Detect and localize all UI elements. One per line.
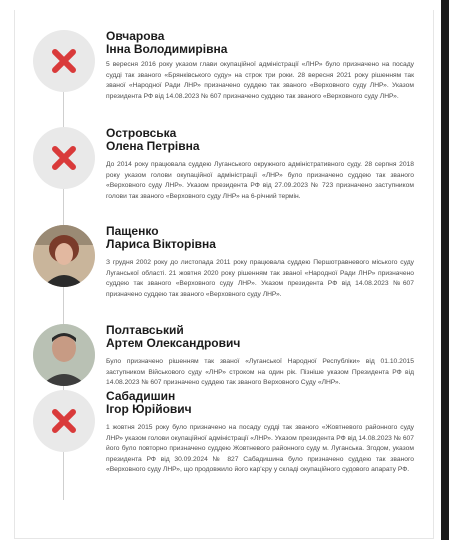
judge-name	[106, 30, 406, 56]
judge-name	[106, 324, 406, 350]
judge-surname: Сабадишин	[106, 389, 176, 403]
judge-surname: Пащенко	[106, 224, 159, 238]
red-cross-icon	[33, 30, 95, 92]
judge-name	[106, 225, 406, 251]
judge-name	[106, 390, 406, 416]
judge-given-names: Олена Петрівна	[106, 139, 200, 153]
judge-name	[106, 127, 406, 153]
red-cross-icon	[33, 390, 95, 452]
red-cross-icon	[33, 127, 95, 189]
judge-bio: Було призначено рішенням так званої «Луганської Народної Республіки» від 01.10.2015 заступником Військового суду «ЛНР» строком на один рік. Пізніше указом Президента РФ від 14.08.2023 № 607 призначено суддею так званого Верховного Суду «ЛНР».	[106, 358, 414, 387]
judge-surname: Полтавський	[106, 323, 184, 337]
portrait-photo	[33, 225, 95, 287]
judge-surname: Островська	[106, 126, 177, 140]
judge-bio: З грудня 2002 року до листопада 2011 року працювала суддею Першотравневого міського суду Луганської області. 21 жовтня 2020 року рішенням так званої «Народної Ради ЛНР» призначено суддею так званого «Верховного суду ЛНР». Указом президента РФ від 14.08.2023 №607 призначено суддею так званого «Верховного суду ЛНР».	[106, 259, 414, 298]
judge-given-names: Ігор Юрійович	[106, 402, 192, 416]
judge-given-names: Артем Олександрович	[106, 336, 241, 350]
judge-bio: 5 вересня 2016 року указом глави окупаційної адміністрації «ЛНР» було призначено на посаду судді так званого «Брянківського суду» на строк три роки. 28 вересня 2021 року рішенням так званої «Народної Ради ЛНР» призначено суддею так званого «Верховного суду ЛНР». Указом президента РФ від 14.08.2023 № 607 призначено суддею так званого «Верховного суду ЛНР».	[106, 61, 414, 100]
judge-given-names: Інна Володимирівна	[106, 42, 228, 56]
right-edge-bar	[441, 0, 449, 540]
judge-surname: Овчарова	[106, 29, 165, 43]
judge-bio: До 2014 року працювала суддею Луганського окружного адміністративного суду. 28 серпня 2018 року указом голови окупаційної адміністрації «ЛНР» було призначено суддею так званого «Верховного суду ЛНР». Указом президента РФ від 27.09.2023 № 723 призначено заступником голови так званого «Верховного суду ЛНР» на 6-річний термін.	[106, 161, 414, 200]
portrait-photo	[33, 324, 95, 386]
judge-bio: 1 жовтня 2015 року було призначено на посаду судді так званого «Жовтневого районного суду ЛНР» указом голови окупаційної адміністрації «ЛНР». Указом президента РФ від 14.08.2023 № 607 його було повторно призначено суддею Жовтневого районного суду м. Луганська. Згодом, указом президента РФ від 30.09.2024 № 827 Сабадишина було призначено суддею так званого «Верховного суду ЛНР», що продовжило його кар'єру у складі окупаційного судового апарату РФ.	[106, 424, 414, 474]
judge-given-names: Лариса Вікторівна	[106, 237, 216, 251]
